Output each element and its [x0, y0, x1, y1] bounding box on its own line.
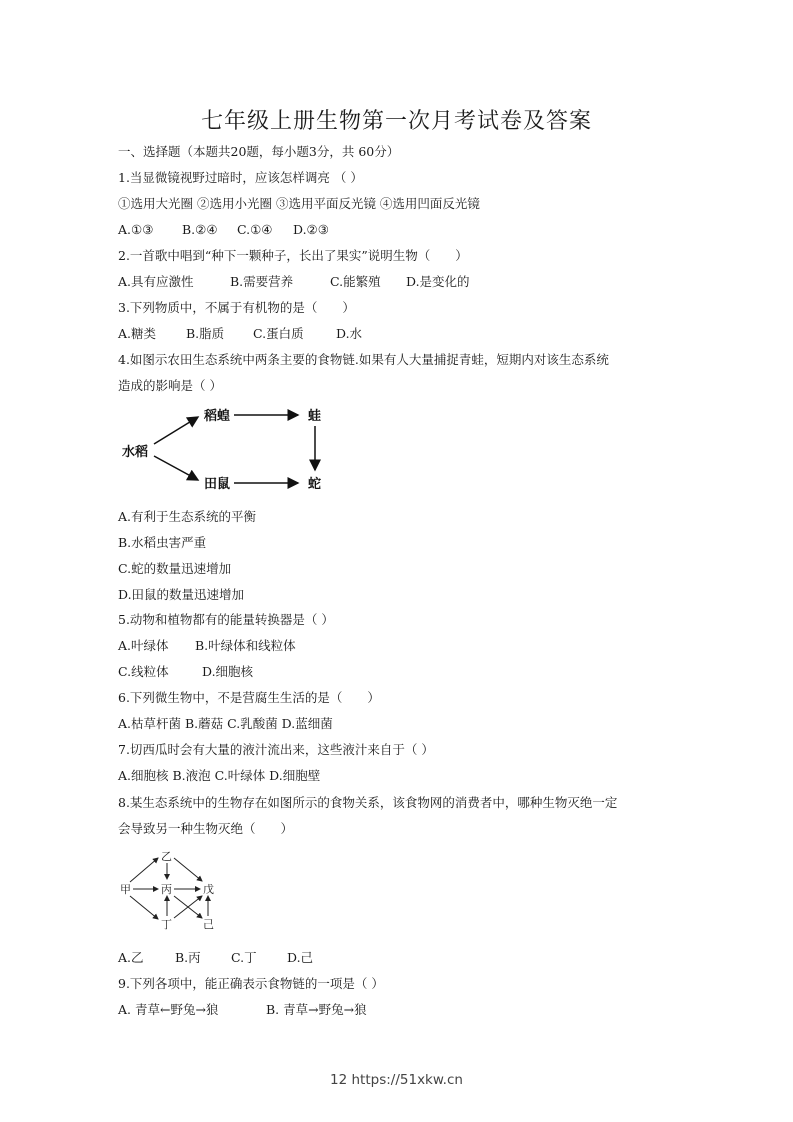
question-4-option-c: C.蛇的数量迅速增加 [118, 561, 232, 576]
question-5-stem: 5.动物和植物都有的能量转换器是（ ） [118, 612, 334, 627]
arrow-jia-ding [130, 896, 158, 919]
question-8-stem: 8.某生态系统中的生物存在如图所示的食物关系，该食物网的消费者中，哪种生物灭绝一定 [118, 795, 618, 810]
node-bing: 丙 [161, 883, 172, 896]
question-7-stem: 7.切西瓜时会有大量的液汁流出来，这些液汁来自于（ ） [118, 742, 434, 757]
option-d: D.细胞核 [202, 664, 254, 679]
option-a: A.糖类 [118, 326, 157, 341]
question-2-options [118, 274, 470, 290]
question-4-option-a: A.有利于生态系统的平衡 [118, 509, 257, 524]
option-b: B.丙 [175, 950, 201, 965]
question-3-stem: 3.下列物质中，不属于有机物的是（ ） [118, 300, 355, 315]
option-c: C.①④ [237, 222, 273, 237]
option-a: A.乙 [118, 950, 144, 965]
node-wu: 戊 [203, 883, 214, 896]
option-b: B.叶绿体和线粒体 [195, 638, 296, 653]
question-4-stem-cont: 造成的影响是（ ） [118, 378, 222, 393]
question-1-choices: ①选用大光圈 ②选用小光圈 ③选用平面反光镜 ④选用凹面反光镜 [118, 196, 480, 211]
option-b: B.需要营养 [230, 274, 294, 289]
node-snake: 蛇 [308, 477, 322, 492]
question-7-options: A.细胞核 B.液泡 C.叶绿体 D.细胞壁 [118, 768, 321, 783]
node-field-mouse: 田鼠 [204, 477, 231, 492]
question-8-options [118, 950, 313, 966]
question-3-options [118, 326, 362, 342]
question-4-option-b: B.水稻虫害严重 [118, 535, 207, 550]
food-web-diagram [116, 846, 226, 938]
question-6-options: A.枯草杆菌 B.蘑菇 C.乳酸菌 D.蓝细菌 [118, 716, 333, 731]
node-locust: 稻蝗 [204, 409, 231, 424]
option-b: B.②④ [182, 222, 218, 237]
page-footer: 12 https://51xkw.cn [330, 1072, 463, 1088]
question-9-stem: 9.下列各项中，能正确表示食物链的一项是（ ） [118, 976, 384, 991]
arrow-rice-mouse [154, 456, 198, 480]
option-c: C.丁 [231, 950, 257, 965]
option-b: B. 青草→野兔→狼 [266, 1002, 367, 1017]
option-d: D.是变化的 [406, 274, 470, 289]
option-a: A.具有应激性 [118, 274, 194, 289]
question-4-stem: 4.如图示农田生态系统中两条主要的食物链.如果有人大量捕捉青蛙，短期内对该生态系统 [118, 352, 609, 367]
question-1-stem: 1.当显微镜视野过暗时，应该怎样调亮 （ ） [118, 170, 363, 185]
node-ding: 丁 [161, 918, 172, 931]
option-a: A.①③ [118, 222, 154, 237]
option-b: B.脂质 [186, 326, 225, 341]
option-a: A. 青草←野兔→狼 [118, 1002, 219, 1017]
node-yi: 乙 [161, 850, 172, 863]
option-c: C.蛋白质 [253, 326, 304, 341]
option-a: A.叶绿体 [118, 638, 169, 653]
node-jia: 甲 [120, 883, 131, 896]
node-rice: 水稻 [122, 445, 149, 460]
option-d: D.②③ [293, 222, 329, 237]
section-header: 一、选择题（本题共20题，每小题3分，共 60分） [118, 144, 400, 159]
arrow-yi-wu [174, 858, 202, 881]
question-5-options-row-1 [118, 638, 296, 654]
arrow-jia-yi [130, 858, 158, 882]
arrow-rice-locust [154, 417, 198, 444]
option-c: C.能繁殖 [330, 274, 381, 289]
question-1-options [118, 222, 329, 238]
question-2-stem: 2.一首歌中唱到“种下一颗种子，长出了果实”说明生物（ ） [118, 248, 468, 263]
node-frog: 蛙 [308, 409, 322, 424]
node-ji: 己 [203, 918, 214, 931]
question-8-stem-cont: 会导致另一种生物灭绝（ ） [118, 821, 294, 836]
option-d: D.己 [287, 950, 314, 965]
page-title: 七年级上册生物第一次月考试卷及答案 [200, 109, 592, 134]
question-4-option-d: D.田鼠的数量迅速增加 [118, 587, 245, 602]
question-9-options [118, 1002, 367, 1018]
question-5-options-row-2 [118, 664, 253, 680]
option-d: D.水 [336, 326, 363, 341]
option-c: C.线粒体 [118, 664, 169, 679]
question-6-stem: 6.下列微生物中，不是营腐生生活的是（ ） [118, 690, 380, 705]
food-chain-diagram [110, 398, 350, 502]
